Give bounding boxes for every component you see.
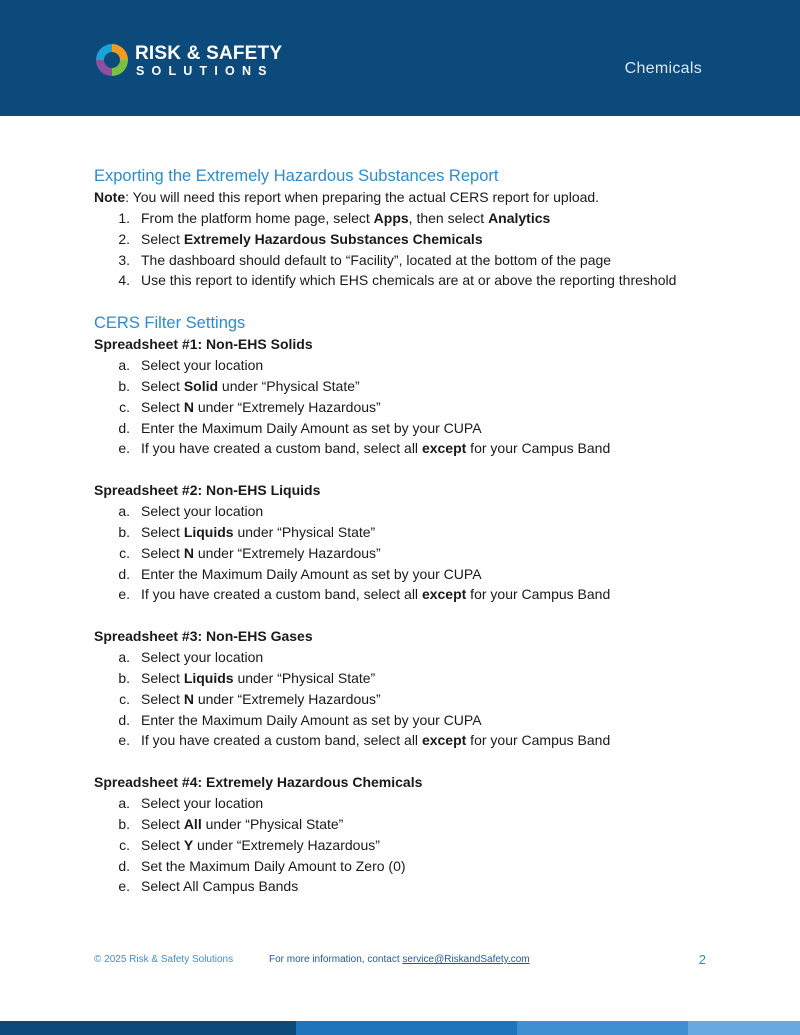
step-text: Enter the Maximum Daily Amount as set by your CUPA: [141, 419, 482, 436]
spreadsheet-sections: [94, 334, 734, 897]
step-text: under “Physical State”: [233, 669, 376, 686]
list-item: [94, 856, 734, 877]
page-footer: [94, 952, 706, 968]
list-item: [94, 376, 734, 397]
logo-text-top: RISK & SAFETY: [135, 43, 283, 64]
document-body: [94, 165, 734, 897]
step-text: Enter the Maximum Daily Amount as set by your CUPA: [141, 711, 482, 728]
step-text: Select your location: [141, 795, 264, 812]
logo-mark-icon: [94, 42, 130, 78]
step-text: , then select: [408, 210, 489, 226]
footer-contact: [269, 954, 530, 965]
step-text: under “Physical State”: [233, 523, 376, 540]
step-text: From the platform home page, select: [141, 210, 374, 226]
list-marker: e.: [118, 440, 130, 457]
step-text: Select: [141, 690, 184, 707]
list-item: [94, 229, 734, 250]
filter-steps-list: [94, 647, 734, 751]
step-bold: Apps: [373, 210, 409, 226]
step-text: Select: [141, 815, 184, 832]
list-marker: e.: [118, 586, 130, 603]
list-item: [94, 668, 734, 689]
step-bold: Analytics: [488, 210, 551, 226]
list-item: [94, 208, 734, 229]
list-marker: 2.: [118, 230, 130, 247]
step-bold: Liquids: [183, 523, 234, 540]
list-marker: e.: [118, 878, 130, 895]
step-text: Select: [141, 836, 184, 853]
step-bold: N: [183, 398, 194, 415]
list-item: [94, 793, 734, 814]
list-marker: 4.: [118, 272, 130, 289]
list-marker: c.: [119, 544, 130, 561]
filter-steps-list: [94, 501, 734, 605]
list-item: [94, 250, 734, 271]
step-bold: All: [183, 815, 202, 832]
step-bold: except: [421, 732, 467, 749]
step-bold: Liquids: [183, 669, 234, 686]
step-text: under “Physical State”: [218, 377, 360, 394]
section-heading-cers: CERS Filter Settings: [94, 314, 246, 333]
list-item: [94, 397, 734, 418]
step-bold: Y: [183, 836, 194, 853]
list-item: [94, 501, 734, 522]
step-text: under “Extremely Hazardous”: [193, 398, 381, 415]
list-item: [94, 584, 734, 605]
bar-segment: [517, 1021, 688, 1035]
list-marker: b.: [118, 523, 130, 540]
list-item: [94, 814, 734, 835]
footer-color-bar: [0, 1021, 800, 1035]
step-text: If you have created a custom band, select all: [141, 440, 422, 457]
list-marker: a.: [118, 503, 130, 520]
bar-segment: [688, 1021, 800, 1035]
step-text: Set the Maximum Daily Amount to Zero (0): [141, 857, 406, 874]
step-bold: except: [421, 586, 467, 603]
list-item: [94, 438, 734, 459]
step-text: The dashboard should default to “Facility”, located at the bottom of the page: [141, 251, 612, 268]
step-text: under “Extremely Hazardous”: [193, 836, 380, 853]
list-marker: b.: [118, 377, 130, 394]
list-item: [94, 522, 734, 543]
step-bold: N: [183, 544, 194, 561]
header-title: Chemicals: [624, 60, 702, 77]
step-text: for your Campus Band: [466, 586, 611, 603]
step-text: Select: [141, 669, 184, 686]
list-marker: d.: [118, 419, 130, 436]
step-text: Select your location: [141, 357, 264, 374]
step-text: Enter the Maximum Daily Amount as set by your CUPA: [141, 565, 482, 582]
step-text: If you have created a custom band, select all: [141, 732, 422, 749]
list-marker: a.: [118, 357, 130, 374]
step-text: Use this report to identify which EHS chemicals are at or above the reporting threshold: [141, 272, 677, 289]
step-text: under “Extremely Hazardous”: [193, 690, 381, 707]
contact-email-link[interactable]: service@RiskandSafety.com: [402, 954, 530, 965]
list-marker: d.: [118, 857, 130, 874]
step-bold: except: [421, 440, 467, 457]
list-marker: d.: [118, 711, 130, 728]
list-marker: b.: [118, 669, 130, 686]
page-header: [0, 0, 800, 116]
list-item: [94, 355, 734, 376]
list-marker: c.: [119, 690, 130, 707]
step-bold: Extremely Hazardous Substances Chemicals: [183, 230, 483, 247]
step-text: under “Extremely Hazardous”: [193, 544, 381, 561]
list-marker: b.: [118, 815, 130, 832]
list-item: [94, 418, 734, 439]
step-text: for your Campus Band: [466, 440, 611, 457]
list-marker: a.: [118, 795, 130, 812]
step-text: Select: [141, 377, 184, 394]
company-logo: [94, 42, 284, 82]
list-item: [94, 835, 734, 856]
list-marker: 1.: [118, 210, 130, 226]
list-marker: 3.: [118, 251, 130, 268]
note-text: : You will need this report when preparing the actual CERS report for upload.: [125, 189, 600, 205]
spreadsheet-title: Spreadsheet #4: Extremely Hazardous Chemicals: [94, 774, 423, 791]
step-text: under “Physical State”: [201, 815, 344, 832]
footer-contact-text: For more information, contact: [269, 954, 403, 965]
spreadsheet-title: Spreadsheet #1: Non-EHS Solids: [94, 336, 313, 353]
list-item: [94, 730, 734, 751]
section-heading-export: Exporting the Extremely Hazardous Substances Report: [94, 167, 499, 185]
step-bold: N: [183, 690, 194, 707]
list-item: [94, 689, 734, 710]
step-text: Select your location: [141, 649, 264, 666]
step-text: Select: [141, 544, 184, 561]
bar-segment: [296, 1021, 517, 1035]
list-item: [94, 876, 734, 897]
step-text: If you have created a custom band, select all: [141, 586, 422, 603]
note: [94, 187, 734, 208]
bar-segment: [0, 1021, 296, 1035]
list-marker: d.: [118, 565, 130, 582]
list-item: [94, 270, 734, 291]
list-item: [94, 710, 734, 731]
step-text: Select: [141, 230, 184, 247]
list-marker: e.: [118, 732, 130, 749]
step-text: Select your location: [141, 503, 264, 520]
step-text: for your Campus Band: [466, 732, 611, 749]
filter-steps-list: [94, 793, 734, 897]
list-marker: c.: [119, 836, 130, 853]
list-marker: c.: [119, 398, 130, 415]
logo-text-bottom: SOLUTIONS: [136, 64, 274, 78]
step-text: Select: [141, 398, 184, 415]
note-label: Note: [94, 189, 126, 205]
filter-steps-list: [94, 355, 734, 459]
step-bold: Solid: [183, 377, 219, 394]
export-steps-list: [94, 208, 734, 291]
spreadsheet-title: Spreadsheet #2: Non-EHS Liquids: [94, 482, 321, 499]
page-number: 2: [698, 952, 706, 967]
list-marker: a.: [118, 649, 130, 666]
list-item: [94, 564, 734, 585]
spreadsheet-title: Spreadsheet #3: Non-EHS Gases: [94, 628, 313, 645]
step-text: Select: [141, 523, 184, 540]
list-item: [94, 647, 734, 668]
step-text: Select All Campus Bands: [141, 878, 299, 895]
list-item: [94, 543, 734, 564]
footer-copyright: © 2025 Risk & Safety Solutions: [94, 954, 234, 965]
